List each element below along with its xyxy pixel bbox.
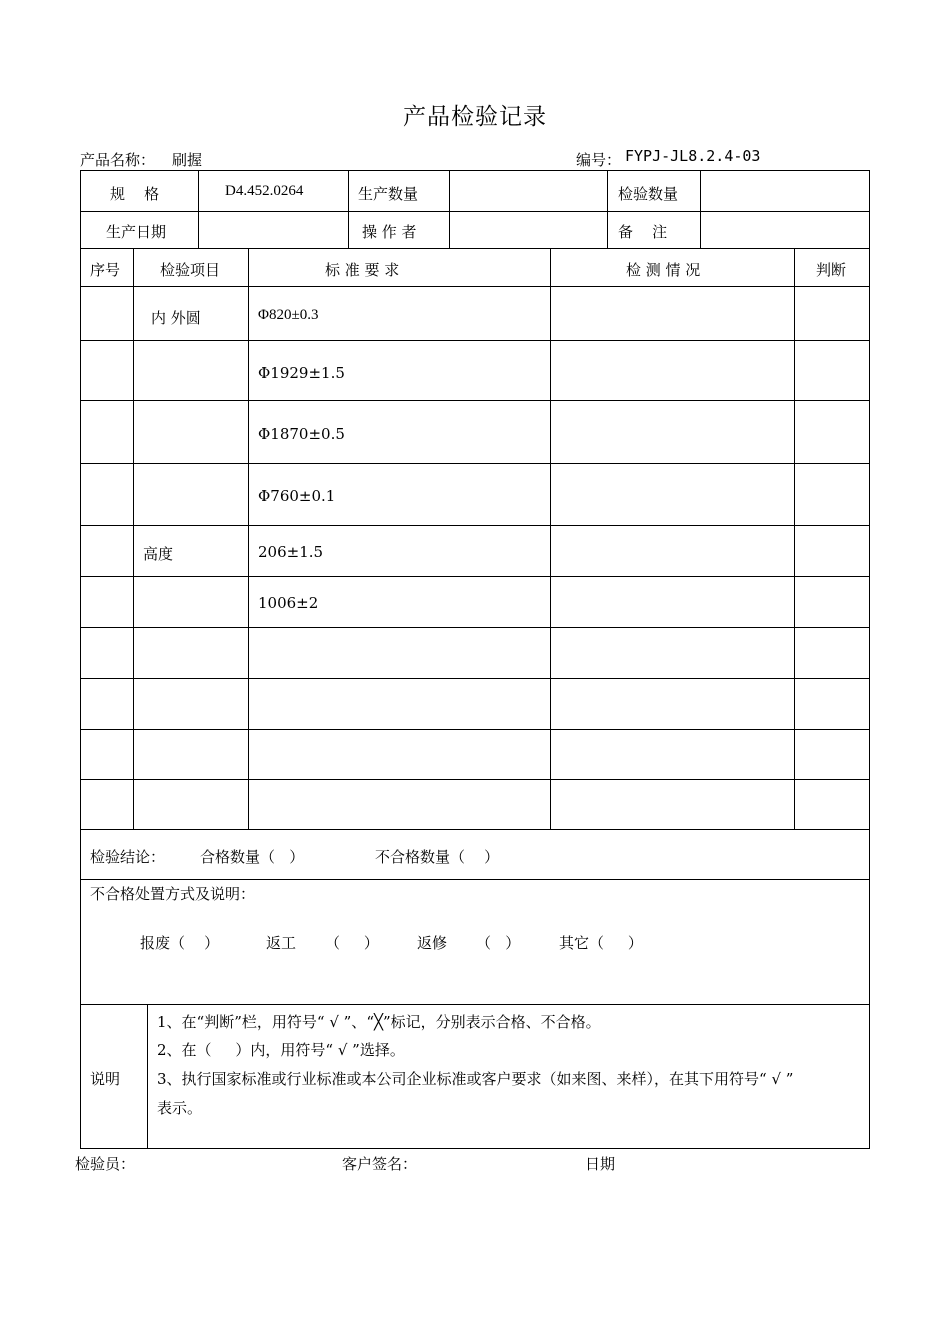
row-result-field[interactable] <box>553 681 791 727</box>
rule <box>700 170 701 248</box>
row-standard: 206±1.5 <box>258 543 324 561</box>
disposal-scrap[interactable]: 报废（ ） <box>140 934 220 952</box>
fail-qty[interactable]: 不合格数量（ ） <box>375 848 500 866</box>
row-result-field[interactable] <box>553 403 791 461</box>
rule <box>80 340 870 341</box>
rule <box>550 248 551 830</box>
rule <box>248 248 249 830</box>
product-name-value: 刷握 <box>172 151 203 169</box>
rule <box>80 576 870 577</box>
rule <box>348 170 349 248</box>
row-result-field[interactable] <box>553 579 791 625</box>
inspection-qty-field[interactable] <box>703 173 867 209</box>
row-judge-field[interactable] <box>797 681 867 727</box>
row-judge-field[interactable] <box>797 579 867 625</box>
production-qty-label: 生产数量 <box>358 185 419 203</box>
production-date-label: 生产日期 <box>106 223 167 241</box>
rule <box>133 248 134 830</box>
page-title: 产品检验记录 <box>403 104 547 130</box>
customer-sign-label: 客户签名： <box>342 1155 418 1173</box>
row-result-field[interactable] <box>553 289 791 338</box>
inspector-label: 检验员： <box>75 1155 136 1173</box>
product-name-label: 产品名称： <box>80 151 156 169</box>
row-standard: Φ760±0.1 <box>258 487 336 505</box>
code-value: FYPJ-JL8.2.4-03 <box>625 147 761 165</box>
rule <box>80 400 870 401</box>
operator-field[interactable] <box>452 214 604 246</box>
disposal-rework-paren[interactable]: （ ） <box>325 934 379 952</box>
row-result-field[interactable] <box>553 466 791 523</box>
row-standard: Φ1870±0.5 <box>258 425 345 443</box>
row-item: 高度 <box>143 545 174 563</box>
row-judge-field[interactable] <box>797 466 867 523</box>
row-item: 内 外圆 <box>151 309 201 327</box>
disposal-rework[interactable]: 返工 <box>266 934 297 952</box>
rule <box>794 248 795 830</box>
row-standard: 1006±2 <box>258 594 319 612</box>
column-header-item: 检验项目 <box>160 261 221 279</box>
rule <box>80 627 870 628</box>
rule <box>607 170 608 248</box>
notes-line-3: 3、执行国家标准或行业标准或本公司企业标准或客户要求（如来图、来样），在其下用符号“ √ ” <box>157 1070 794 1088</box>
inspection-qty-label: 检验数量 <box>618 185 679 203</box>
border-left <box>80 170 81 1149</box>
disposal-other[interactable]: 其它（ ） <box>559 934 643 952</box>
rule <box>80 829 870 830</box>
conclusion-label: 检验结论： <box>90 848 166 866</box>
date-label: 日期 <box>585 1155 616 1173</box>
spec-value: D4.452.0264 <box>225 183 304 199</box>
row-judge-field[interactable] <box>797 343 867 398</box>
rule <box>80 879 870 880</box>
notes-line-2: 2、在（ ）内，用符号“ √ ”选择。 <box>157 1041 405 1059</box>
row-judge-field[interactable] <box>797 289 867 338</box>
rule <box>80 1004 870 1005</box>
disposal-label: 不合格处置方式及说明： <box>90 885 256 903</box>
spec-label: 规 格 <box>110 185 160 203</box>
notes-label: 说明 <box>90 1070 121 1088</box>
row-result-field[interactable] <box>553 732 791 777</box>
operator-label: 操 作 者 <box>362 223 417 241</box>
row-judge-field[interactable] <box>797 732 867 777</box>
disposal-repair[interactable]: 返修 <box>417 934 448 952</box>
notes-line-4: 表示。 <box>157 1099 203 1117</box>
pass-qty[interactable]: 合格数量（ ） <box>200 848 305 866</box>
rule <box>80 729 870 730</box>
rule <box>80 779 870 780</box>
row-judge-field[interactable] <box>797 782 867 827</box>
remark-label: 备 注 <box>618 223 668 241</box>
rule <box>80 463 870 464</box>
row-judge-field[interactable] <box>797 403 867 461</box>
row-result-field[interactable] <box>553 528 791 574</box>
row-result-field[interactable] <box>553 343 791 398</box>
production-qty-field[interactable] <box>452 173 604 209</box>
rule <box>80 248 870 249</box>
row-standard: Φ1929±1.5 <box>258 364 345 382</box>
rule <box>80 525 870 526</box>
column-header-no: 序号 <box>90 261 121 279</box>
production-date-field[interactable] <box>201 214 346 246</box>
row-standard: Φ820±0.3 <box>258 307 319 323</box>
notes-line-1: 1、在“判断”栏，用符号“ √ ”、“╳”标记，分别表示合格、不合格。 <box>157 1013 601 1031</box>
rule <box>449 170 450 248</box>
row-judge-field[interactable] <box>797 630 867 676</box>
row-result-field[interactable] <box>553 630 791 676</box>
column-header-judge: 判断 <box>816 261 847 279</box>
code-label: 编号： <box>576 151 622 169</box>
row-judge-field[interactable] <box>797 528 867 574</box>
row-result-field[interactable] <box>553 782 791 827</box>
column-header-standard: 标 准 要 求 <box>325 261 400 279</box>
border-right <box>869 170 870 1149</box>
border-bottom <box>80 1148 870 1149</box>
column-header-result: 检 测 情 况 <box>626 261 701 279</box>
disposal-repair-paren[interactable]: （ ） <box>476 934 521 952</box>
rule <box>198 170 199 248</box>
rule <box>80 286 870 287</box>
remark-field[interactable] <box>703 214 867 246</box>
rule <box>147 1004 148 1149</box>
rule <box>80 678 870 679</box>
